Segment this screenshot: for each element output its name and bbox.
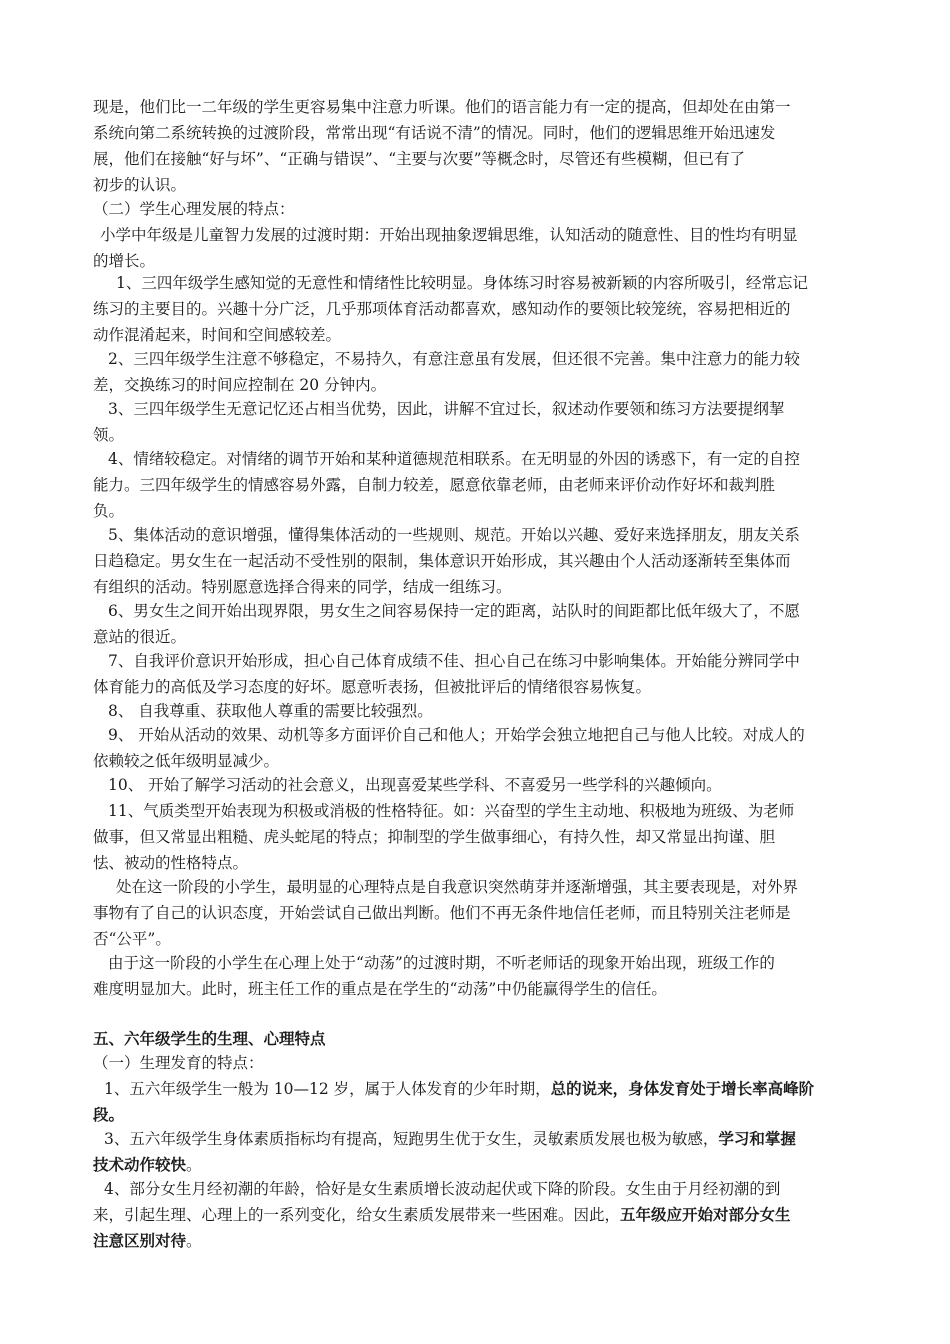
list-item: 6、男女生之间开始出现界限，男女生之间容易保持一定的距离，站队时的间距都比低年级大了，不愿 [108, 602, 800, 620]
body-text-line: 依赖较之低年级明显减少。 [93, 752, 280, 770]
body-text-line: 怯、被动的性格特点。 [93, 854, 249, 872]
body-text-line: 现是，他们比一二年级的学生更容易集中注意力听课。他们的语言能力有一定的提高，但却处在由第一 [93, 98, 791, 116]
body-text-line: 体育能力的高低及学习态度的好坏。愿意听表扬，但被批评后的情绪很容易恢复。 [93, 678, 652, 696]
list-item: 3、三四年级学生无意记忆还占相当优势，因此，讲解不宜过长，叙述动作要领和练习方法要提纲挈 [108, 400, 785, 418]
subheading-phys: （一）生理发育的特点： [93, 1054, 264, 1072]
body-text-line [93, 1152, 883, 1178]
body-text-line: 小学中年级是儿童智力发展的过渡时期：开始出现抽象逻辑思维，认知活动的随意性、目的性均有明显 [100, 226, 798, 244]
body-text-line: 练习的主要目的。兴趣十分广泛，几乎那项体育活动都喜欢，感知动作的要领比较笼统，容易把相近的 [93, 300, 791, 318]
bold-text-run: 注意区别对待 [93, 1232, 187, 1250]
bold-text-run: 学习和掌握 [718, 1130, 796, 1148]
text-run: 来，引起生理、心理上的一系列变化，给女生素质发展带来一些困难。因此， [93, 1206, 621, 1224]
list-item [104, 1126, 894, 1152]
list-item: 4、部分女生月经初潮的年龄，恰好是女生素质增长波动起伏或下降的阶段。女生由于月经初潮的到 [104, 1180, 781, 1198]
text-run: 1、五六年级学生一般为 10—12 岁，属于人体发育的少年时期， [104, 1080, 551, 1098]
bold-text-run: 五年级应开始对部分女生 [620, 1206, 791, 1224]
list-item: 7、自我评价意识开始形成，担心自己体育成绩不佳、担心自己在练习中影响集体。开始能分辨同学中 [108, 652, 800, 670]
bold-text-run: 技术动作较快 [93, 1156, 187, 1174]
body-text-line: 初步的认识。 [93, 176, 187, 194]
bold-text-run: 总的说来，身体发育处于增长率高峰阶 [550, 1080, 815, 1098]
body-text-line: 否“公平”。 [93, 930, 171, 948]
list-item: 1、三四年级学生感知觉的无意性和情绪性比较明显。身体练习时容易被新颖的内容所吸引，经常忘记 [116, 274, 808, 292]
body-text-line: 意站的很近。 [93, 628, 187, 646]
subheading-psych: （二）学生心理发展的特点： [93, 200, 295, 218]
body-text-line: 领。 [93, 426, 125, 444]
bold-text-run: 段。 [93, 1106, 125, 1124]
body-text-line: 难度明显加大。此时，班主任工作的重点是在学生的“动荡”中仍能赢得学生的信任。 [93, 980, 667, 998]
list-item: 9、 开始从活动的效果、动机等多方面评价自己和他人；开始学会独立地把自己与他人比较。对成人的 [108, 726, 805, 744]
body-text-line: 负。 [93, 502, 125, 520]
body-text-line: 有组织的活动。特别愿意选择合得来的同学，结成一组练习。 [93, 578, 512, 596]
list-item [104, 1076, 894, 1102]
list-item: 2、三四年级学生注意不够稳定，不易持久，有意注意虽有发展，但还很不完善。集中注意力的能力较 [108, 350, 800, 368]
list-item: 8、 自我尊重、获取他人尊重的需要比较强烈。 [108, 702, 433, 720]
body-text-line [93, 1202, 883, 1228]
list-item: 4、情绪较稳定。对情绪的调节开始和某种道德规范相联系。在无明显的外因的诱惑下，有一定的自控 [108, 450, 800, 468]
body-text-line: 展，他们在接触“好与坏”、“正确与错误”、“主要与次要”等概念时，尽管还有些模糊，但已有了 [93, 150, 746, 168]
body-text-line: 差，交换练习的时间应控制在 20 分钟内。 [93, 376, 387, 394]
section-heading: 五、六年级学生的生理、心理特点 [93, 1030, 326, 1048]
list-item: 5、集体活动的意识增强，懂得集体活动的一些规则、规范。开始以兴趣、爱好来选择朋友，朋友关系 [108, 526, 800, 544]
list-item: 11、气质类型开始表现为积极或消极的性格特征。如：兴奋型的学生主动地、积极地为班级、为老师 [108, 802, 795, 820]
summary-paragraph: 由于这一阶段的小学生在心理上处于“动荡”的过渡时期，不听老师话的现象开始出现，班级工作的 [108, 954, 775, 972]
text-run: 3、五六年级学生身体素质指标均有提高，短跑男生优于女生，灵敏素质发展也极为敏感， [104, 1130, 719, 1148]
body-text-line [93, 1102, 883, 1128]
list-item: 10、 开始了解学习活动的社会意义，出现喜爱某些学科、不喜爱另一些学科的兴趣倾向。 [108, 776, 722, 794]
body-text-line [93, 1228, 883, 1254]
body-text-line: 的增长。 [93, 252, 156, 270]
text-run: 。 [186, 1232, 202, 1250]
body-text-line: 事物有了自己的认识态度，开始尝试自己做出判断。他们不再无条件地信任老师，而且特别关注老师是 [93, 904, 791, 922]
body-text-line: 系统向第二系统转换的过渡阶段，常常出现“有话说不清”的情况。同时，他们的逻辑思维开始迅速发 [93, 124, 776, 142]
body-text-line: 动作混淆起来，时间和空间感较差。 [93, 326, 342, 344]
summary-paragraph: 处在这一阶段的小学生，最明显的心理特点是自我意识突然萌芽并逐渐增强，其主要表现是，对外界 [116, 878, 799, 896]
text-run: 。 [186, 1156, 202, 1174]
body-text-line: 日趋稳定。男女生在一起活动不受性别的限制，集体意识开始形成，其兴趣由个人活动逐渐转至集体而 [93, 552, 791, 570]
body-text-line: 能力。三四年级学生的情感容易外露，自制力较差，愿意依靠老师，由老师来评价动作好坏和裁判胜 [93, 476, 776, 494]
body-text-line: 做事，但又常显出粗糙、虎头蛇尾的特点；抑制型的学生做事细心，有持久性，却又常显出拘谨、胆 [93, 828, 776, 846]
